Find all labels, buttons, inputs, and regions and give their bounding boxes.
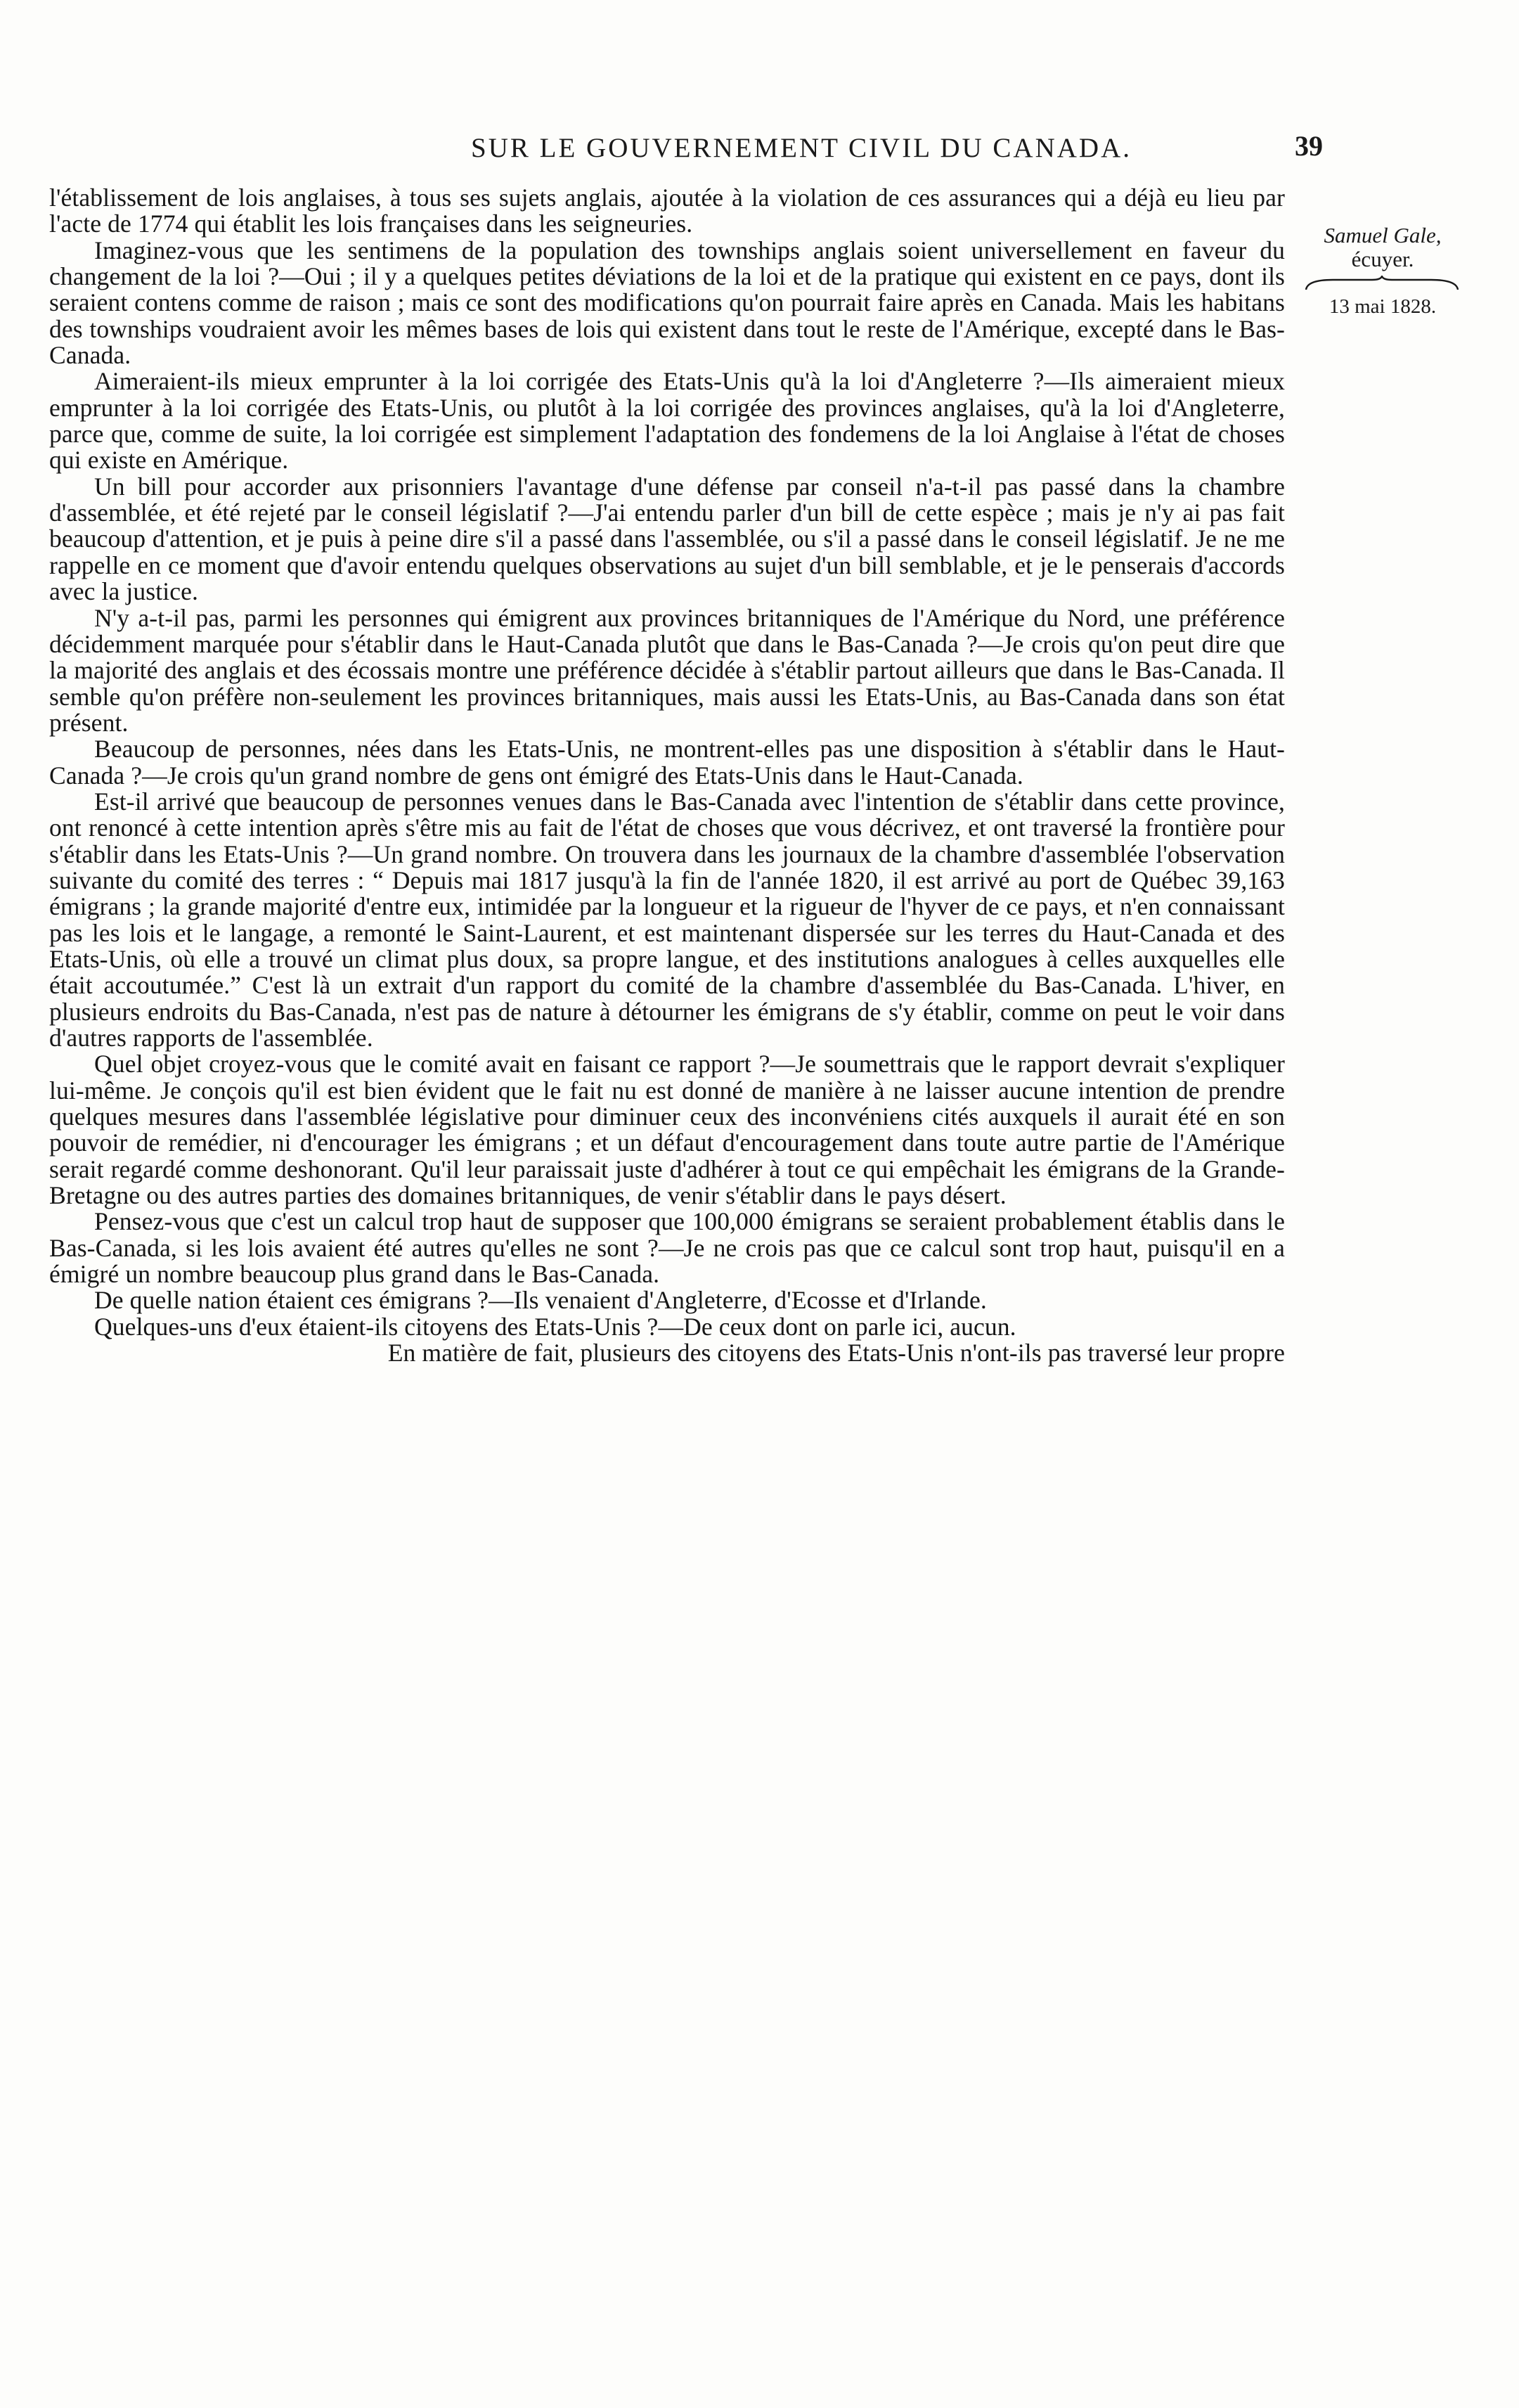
paragraph-matiere-de-fait: En matière de fait, plusieurs des citoyens des Etats-Unis n'ont-ils pas traversé leur propre <box>387 1339 1285 1367</box>
paragraph-loi-corrigee: Aimeraient-ils mieux emprunter à la loi corrigée des Etats-Unis qu'à la loi d'Angleterre ?—Ils aimeraient mieux emprunter à la loi corrigée des Etats-Unis, ou plutôt à la loi corrigée des provinces anglaises, qu'à la loi d'Angleterre, parce que, comme de suite, la loi corrigée est simplement l'adaptation des fondemens de la loi Anglaise à l'état de choses qui existe en Amérique. <box>49 367 1285 475</box>
paragraph-rapport-comite: Est-il arrivé que beaucoup de personnes venues dans le Bas-Canada avec l'intention de s'établir dans cette province, ont renoncé à cette intention après s'être mis au fait de l'état de choses que vous décrivez, et ont traversé la frontière pour s'établir dans les Etats-Unis ?—Un grand nombre. On trouvera dans les journaux de la chambre d'assemblée l'observation suivante du comité des terres : “ Depuis mai 1817 jusqu'à la fin de l'année 1820, il est arrivé au port de Québec 39,163 émigrans ; la grande majorité d'entre eux, intimidée par la longueur et la rigueur de l'hyver de ce pays, et n'en connaissant pas les lois et le langage, a remonté le Saint-Laurent, et est maintenant dispersée sur les terres du Haut-Canada et des Etats-Unis, où elle a trouvé un climat plus doux, sa propre langue, et des institutions analogues à celles auxquelles elle était accoutumée.” C'est là un extrait d'un rapport du comité de la chambre d'assemblée du Bas-Canada. L'hiver, en plusieurs endroits du Bas-Canada, n'est pas de nature à détourner les émigrans de s'y établir, comme on peut le voir dans d'autres rapports de l'assemblée. <box>49 787 1285 1052</box>
paragraph-continuation: l'établissement de lois anglaises, à tous ses sujets anglais, ajoutée à la violation de ces assurances qui a déjà eu lieu par l'acte de 1774 qui établit les lois françaises dans les seigneuries. <box>49 184 1285 238</box>
paragraph-citoyens: Quelques-uns d'eux étaient-ils citoyens des Etats-Unis ?—De ceux dont on parle ici, aucun. <box>94 1312 1016 1341</box>
margin-note-brace <box>1295 271 1470 295</box>
paragraph-nees-etats-unis: Beaucoup de personnes, nées dans les Etats-Unis, ne montrent-elles pas une disposition à s'établir dans le Haut-Canada ?—Je crois qu'un grand nombre de gens ont émigré des Etats-Unis dans le Haut-Canada. <box>49 735 1285 790</box>
paragraph-bill-prisonniers: Un bill pour accorder aux prisonniers l'avantage d'une défense par conseil n'a-t-il pas passé dans la chambre d'assemblée, et été rejeté par le conseil législatif ?—J'ai entendu parler d'un bill de cette espèce ; mais je n'y ai pas fait beaucoup d'attention, et je puis à peine dire s'il a passé dans l'assemblée, ou s'il a passé dans le conseil législatif. Je ne me rappelle en ce moment que d'avoir entendu quelques observations au sujet d'un bill semblable, et je le penserais d'accords avec la justice. <box>49 472 1285 606</box>
paragraph-calcul-emigrans: Pensez-vous que c'est un calcul trop haut de supposer que 100,000 émigrans se seraient probablement établis dans le Bas-Canada, si les lois avaient été autres qu'elles ne sont ?—Je ne crois pas que ce calcul sont trop haut, puisqu'il en a émigré un nombre beaucoup plus grand dans le Bas-Canada. <box>49 1207 1285 1289</box>
brace-line <box>1305 276 1459 292</box>
paragraph-objet-comite: Quel objet croyez-vous que le comité avait en faisant ce rapport ?—Je soumettrais que le rapport devrait s'expliquer lui-même. Je conçois qu'il est bien évident que le fait nu est donné de manière à ne laisser aucune intention de prendre quelques mesures dans l'assemblée législative pour diminuer ceux des inconvéniens cités auxquels il aurait été en son pouvoir de remédier, ni d'encourager les émigrans ; et un défaut d'encouragement dans toute autre partie de l'Amérique serait regardé comme deshonorant. Qu'il leur paraissait juste d'adhérer à tout ce qui empêchait les émigrans de la Grande-Bretagne ou des autres parties des domaines britanniques, de venir s'établir dans le pays désert. <box>49 1050 1285 1210</box>
margin-note <box>1295 224 1470 318</box>
paragraph-preference-haut-canada: N'y a-t-il pas, parmi les personnes qui émigrent aux provinces britanniques de l'Amérique du Nord, une préférence décidemment marquée pour s'établir dans le Haut-Canada plutôt que dans le Bas-Canada ?—Je crois qu'on peut dire que la majorité des anglais et des écossais montre une préférence décidée à s'établir partout ailleurs que dans le Bas-Canada. Il semble qu'on préfère non-seulement les provinces britanniques, mais aussi les Etats-Unis, au Bas-Canada dans son état présent. <box>49 603 1285 737</box>
paragraph-nation-emigrans: De quelle nation étaient ces émigrans ?—Ils venaient d'Angleterre, d'Ecosse et d'Irlande. <box>94 1286 987 1315</box>
margin-note-title: écuyer. <box>1351 247 1414 271</box>
margin-note-date: 13 mai 1828. <box>1329 295 1437 318</box>
body-text <box>49 185 1285 1366</box>
running-title: SUR LE GOUVERNEMENT CIVIL DU CANADA. <box>471 133 1132 163</box>
page-number: 39 <box>1295 130 1323 162</box>
paragraph-townships: Imaginez-vous que les sentimens de la population des townships anglais soient universellement en faveur du changement de la loi ?—Oui ; il y a quelques petites déviations de la loi et de la pratique qui existent en ce pays, dont ils seraient contens comme de raison ; mais ce sont des modifications qu'on pourrait faire après en Canada. Mais les habitans des townships voudraient avoir les mêmes bases de lois qui existent dans tout le reste de l'Amérique, excepté dans le Bas-Canada. <box>49 236 1285 370</box>
margin-note-name: Samuel Gale, <box>1324 223 1442 247</box>
